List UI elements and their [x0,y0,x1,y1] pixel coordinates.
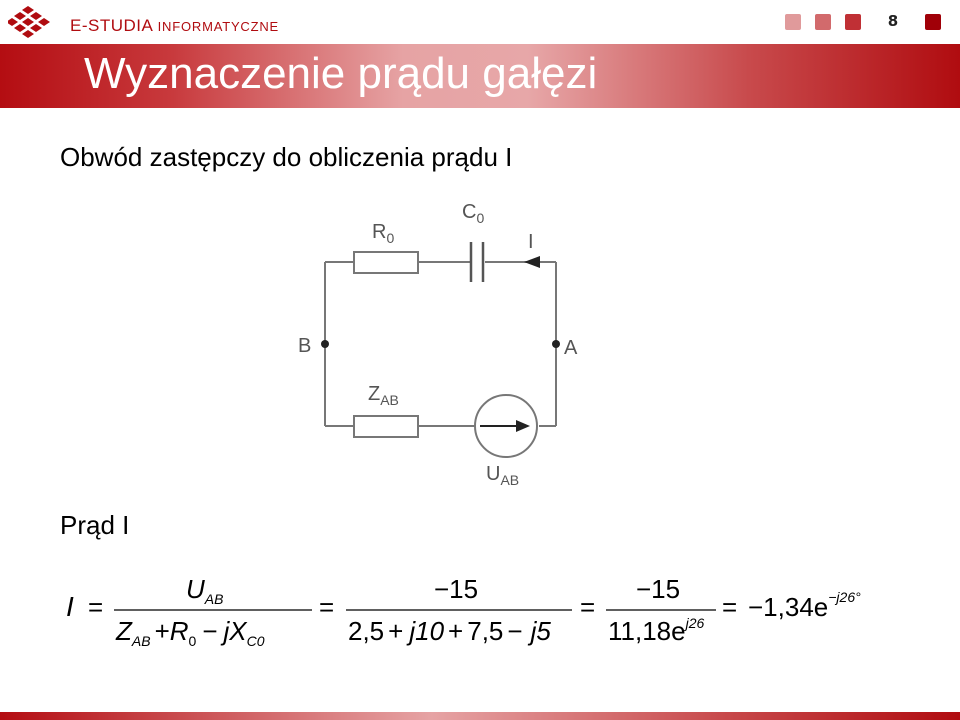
formula [64,572,944,662]
logo-main-text: E-STUDIA [70,16,153,35]
header-square-2 [815,14,831,30]
f2-denominator: 2,5 + j10 + 7,5 − j5 [348,616,551,646]
subheading-current: Prąd I [60,510,130,540]
label-r0: $R_0$ [372,221,395,246]
impedance-zab [354,416,418,437]
logo-sub-text: INFORMATYCZNE [157,19,280,34]
page-number: 8 [887,12,899,30]
logo-icon [8,4,60,40]
label-uab: $U_{AB}$ [486,463,520,488]
label-c0: $C_0$ [462,201,485,226]
formula-result: $-1,34e^{-j26^\circ}$ [748,589,861,622]
header-square-3 [845,14,861,30]
logo-text [70,16,279,36]
node-b-dot [321,340,329,348]
f1-numerator: $U_{AB}$ [186,574,224,607]
f2-numerator: −15 [434,574,479,604]
f1-denominator: $Z_{AB} +R_0 - jX_{C0}$ [116,616,265,649]
f3-numerator: −15 [636,574,681,604]
header-square-1 [785,14,801,30]
formula-eq-2: = [319,592,335,622]
current-arrow-icon [524,256,540,268]
circuit-diagram [290,190,610,500]
label-node-b: B [298,335,312,357]
label-current: I [528,231,534,253]
formula-eq-4: = [722,592,738,622]
label-node-a: A [564,337,578,359]
header-square-4 [925,14,941,30]
resistor-r0 [354,252,418,273]
page-title: Wyznaczenie prądu gałęzi [84,49,598,98]
formula-eq-1: = [88,592,104,622]
logo [8,4,288,40]
formula-eq-3: = [580,592,596,622]
f3-denominator: $11,18e^{j26}$ [608,615,705,646]
formula-lhs: I [66,591,74,622]
label-zab: $Z_{AB}$ [368,383,399,408]
node-a-dot [552,340,560,348]
subheading-circuit: Obwód zastępczy do obliczenia prądu I [60,142,513,172]
footer-line [0,712,960,720]
